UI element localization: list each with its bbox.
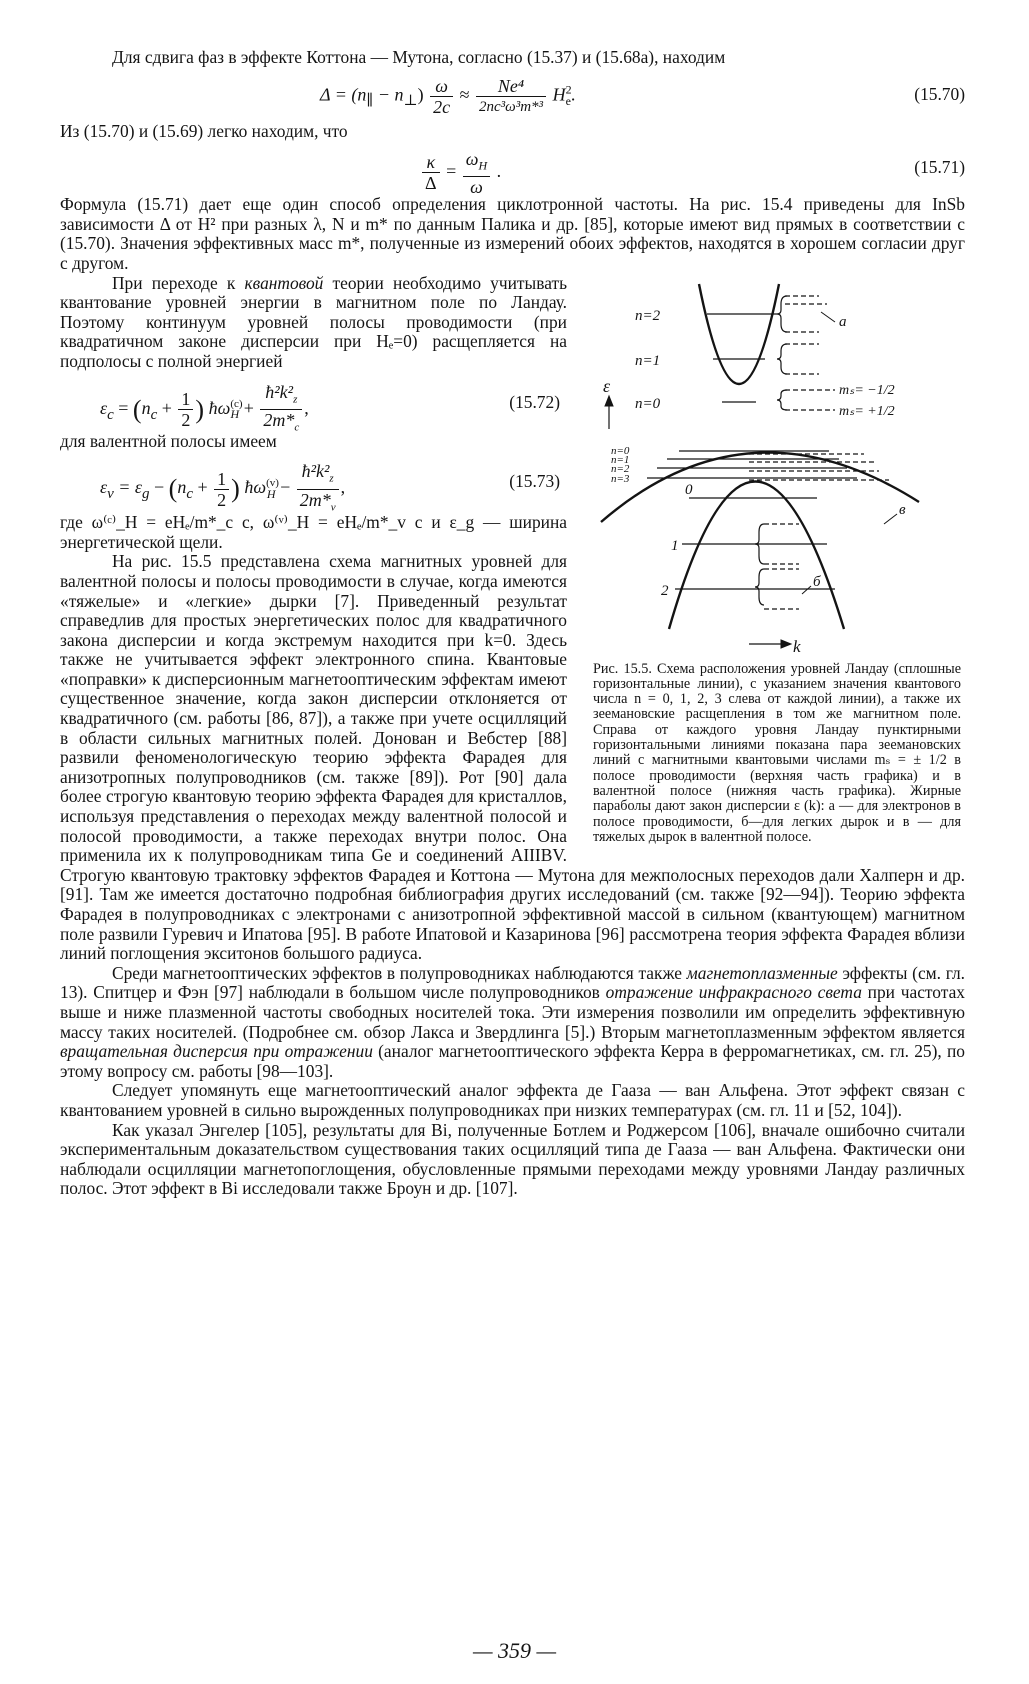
equation-number: (15.70) <box>914 83 965 104</box>
equation-number: (15.73) <box>509 471 560 492</box>
equation-15-70: $\Delta = (n_\parallel - n_\perp)$ $\frac{\omega}{2c}$ ≈ $\frac{\text{Ne⁴}}{\text{2nc³ω³m*³}}$ $H^2_e$. (15.70) <box>320 75 965 117</box>
label-n0: n=0 <box>635 395 661 412</box>
label-ms-plus: mₛ= +1/2 <box>839 403 895 419</box>
paragraph-magnetoplasma: Среди магнетооптических эффектов в полупроводниках наблюдаются также магнетоплазменные эффекты (см. гл. 13). Спитцер и Фэн [97] наблюдали в большом числе полупроводников отражение инфракрасного света при частотах выше и ниже плазменной частоты свободных носителей тока. Эти измерения позволили им определить эффективную массу таких носителей. (Подробнее см. обзор Лакса и Звердлинга [5].) Вторым магнетоплазменным эффектом является вращательная дисперсия при отражении (аналог магнетооптического эффекта Керра в ферромагнетиках, см. гл. 25), по этому вопросу см. работы [98—103]. <box>60 962 966 1081</box>
label-v: в <box>899 501 906 518</box>
label-b: б <box>813 573 821 590</box>
paragraph-formula: Формула (15.71) дает еще один способ определения циклотронной частоты. На рис. 15.4 приведены для InSb зависимости Δ от H² при разных λ, N и m* по данным Палика и др. [85], которые имеют вид прямых в соответствии с (15.70). Значения эффективных масс m*, полученные из измерений обоих эффектов, находятся в хорошем согласии друг с другом. <box>60 194 965 273</box>
paragraph-quantum: При переходе к квантовой теории необходимо учитывать квантование уровней энергии в магнитном поле по Ландау. Поэтому континуум уровней полосы проводимости (при квадратичном законе дисперсии при Hₑ=0) расщепляется на подполосы с полной энергией <box>60 272 567 371</box>
svg-text:n=2: n=2 <box>611 462 630 475</box>
paragraph-engeler: Как указал Энгелер [105], результаты для Bi, полученные Ботлем и Роджерсом [106], вначале ошибочно считали экспериментальным доказательством существования таких осцилляций типа де Гааза — ван Альфена. Фактически они наблюдали осцилляции магнетопоглощения, обусловленные прямыми переходами между уровнями Ландау различных полос. Этот эффект в Bi исследовали также Броун и др. [107]. <box>60 1119 965 1199</box>
svg-text:n=3: n=3 <box>611 472 630 485</box>
equation-15-71: $\frac{\kappa}{\Delta}$ = $\frac{\omega_H}{\omega}$ . (15.71) <box>60 141 965 195</box>
equation-15-73: $\varepsilon_v = \varepsilon_g - (n_c$ + $\frac{1}{2}$ ) $ħ\omega^{(v)}_H$ − $\frac{ħ^2k^2_z}{2m*_v}$ , (15.73) <box>100 461 560 514</box>
parabola-a <box>699 284 779 384</box>
label-ms-minus: mₛ= −1/2 <box>839 382 895 398</box>
label-n2: n=2 <box>635 307 661 324</box>
paragraph-de-haas: Следует упомянуть еще магнетооптический аналог эффекта де Гааза — ван Альфена. Этот эффект связан с квантованием уровней в сильно вырожденных полупроводниках при низких температурах (см. гл. 11 и [52, 104]). <box>60 1080 965 1120</box>
paragraph-intro: Для сдвига фаз в эффекте Коттона — Мутона, согласно (15.37) и (15.68а), находим <box>112 47 726 67</box>
paragraph-from: Из (15.70) и (15.69) легко находим, что <box>60 120 348 141</box>
label-level-1: 1 <box>671 537 679 554</box>
equation-number: (15.72) <box>509 391 560 412</box>
svg-text:n=1: n=1 <box>611 453 630 466</box>
label-level-0: 0 <box>685 481 693 498</box>
label-k: k <box>793 636 801 654</box>
paragraph-valence: для валентной полосы имеем <box>60 430 277 451</box>
label-level-2: 2 <box>661 582 669 599</box>
label-a: a <box>839 313 847 330</box>
page-number: — 359 — <box>472 1638 557 1663</box>
equation-15-72: $\varepsilon_c = (n_c$ + $\frac{1}{2}$ ) $ħ\omega^{(c)}_H$ + $\frac{ħ^2k^2_z}{2m*_c}$ , (15.72) <box>100 381 560 434</box>
page-content <box>60 48 965 1199</box>
figure-15-5 <box>589 274 965 846</box>
paragraph-figure-description: На рис. 15.5 представлена схема магнитных уровней для валентной полосы и полосы проводимости в случае, когда имеются «тяжелые» и «легкие» дырки [7]. Приведенный результат справедлив для простых энергетических полос для квадратичного закона дисперсии и когда экстремум находится при k=0. Здесь также не учитывается эффект электронного спина. Квантовые «поправки» к дисперсионным магнетооптическим эффектам имеют существенное значение, когда закон дисперсии отклоняется от квадратичного (см. работы [86, 87]), а также при учете осцилляций в области сильных магнитных полей. Донован и Вебстер [88] развили феноменологическую теорию эффекта Фарадея для анизотропных полупроводников (см. также [89]). Рот [90] дала более строгую квантовую теорию эффекта Фарадея для кристаллов, используя представления о переходах между валентной полосой и полосой проводимости, а также переходах внутри полос. Она применила их к полупроводникам типа Ge и соединений AIIIBV. Строгую квантовую трактовку эффектов Фарадея и Коттона — Мутона для межполосных переходов дали Халперн и др. [91]. Там же имеется достаточно подробная библиография других исследований (см. также [92—94]). Теорию эффекта Фарадея в полупроводниках с электронами с анизотропной эффективной массой в сильном (квантующем) магнитном поле развили Гуревич и Ипатова [95]. В работе Ипатовой и Казаринова [96] рассмотрена теория эффекта Фарадея вблизи линий поглощения экситонов большого радиуса. <box>60 551 965 964</box>
equation-number: (15.71) <box>914 157 965 178</box>
label-eps: ε <box>603 375 611 396</box>
figure-caption: Рис. 15.5. Схема расположения уровней Ландау (сплошные горизонтальные линии), с указанием значения квантового числа n = 0, 1, 2, 3 слева от каждой линии), а также их зеемановские расщепления в том же магнитном поле. Справа от каждого уровня Ландау пунктирными горизонтальными линиями показана пара зеемановских линий с магнитными квантовыми числами mₛ = ± 1/2 в полосе проводимости (верхняя часть графика) и в валентной полосе (нижняя часть графика). Жирные параболы дают закон дисперсии ε (k): а — для электронов в полосе проводимости, б—для легких дырок и в — для тяжелых дырок в валентной полосе. <box>593 660 961 845</box>
svg-text:n=0: n=0 <box>611 444 630 457</box>
paragraph-where: где ω⁽ᶜ⁾_H = eHₑ/m*_c c, ω⁽ᵛ⁾_H = eHₑ/m*_v c и ε_g — ширина энергетической щели. <box>60 512 567 552</box>
label-n1: n=1 <box>635 352 661 369</box>
